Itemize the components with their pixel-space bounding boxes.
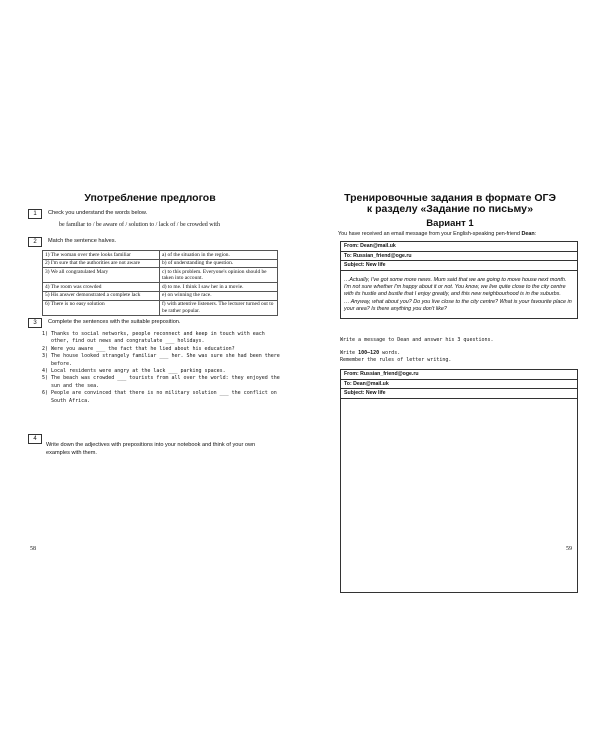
task-1-number: 1	[28, 209, 42, 219]
task-3-number: 3	[28, 318, 42, 328]
email-body	[341, 271, 577, 318]
table-row	[43, 283, 278, 292]
page-number: 59	[566, 546, 572, 552]
table-row	[43, 300, 278, 315]
variant-heading: Вариант 1	[426, 218, 474, 229]
sentence-end: b) of understanding the question.	[160, 259, 278, 268]
intro-text: You have received an email message from your English-speaking pen-friend	[338, 231, 522, 237]
email-to: To: Russian_friend@oge.ru	[341, 252, 577, 262]
sentence-start: 1) The woman over there looks familiar	[43, 251, 160, 260]
list-item: 3) The house looked strangely familiar ___ her. She was sure she had been there before.	[42, 353, 280, 367]
sentence-end: f) with attentive listeners. The lecturer turned out to be rather popular.	[160, 300, 278, 315]
table-row	[43, 268, 278, 283]
email-intro	[338, 231, 578, 238]
reply-from: From: Russian_friend@oge.ru	[341, 370, 577, 380]
intro-name: Dean	[521, 231, 535, 237]
task-4-number: 4	[28, 434, 42, 444]
right-page-title-line-1: Тренировочные задания в формате ОГЭ	[344, 192, 556, 204]
writing-task-line-3: Remember the rules of letter writing.	[340, 357, 452, 363]
sentence-start: 6) There is no easy solution	[43, 300, 160, 315]
received-email	[340, 241, 578, 319]
list-item: 4) Local residents were angry at the lack ___ parking spaces.	[42, 368, 226, 375]
task-4-instruction: Write down the adjectives with prepositions into your notebook and think of your own examples with them.	[46, 442, 256, 456]
sentence-start: 3) We all congratulated Mary	[43, 268, 160, 283]
sentence-end: c) to this problem. Everyone's opinion should be taken into account.	[160, 268, 278, 283]
right-page-title-line-2: к разделу «Задание по письму»	[366, 203, 534, 215]
word-count-suffix: words.	[379, 350, 401, 356]
writing-task-line-1: Write a message to Dean and answer his 3 questions.	[340, 337, 494, 343]
email-body-paragraph: … Anyway, what about you? Do you live close to the city centre? What is your favourite place in your area? Is there anything you don't like?	[344, 298, 572, 313]
list-item: 1) Thanks to social networks, people reconnect and keep in touch with each other, find out news and congratulate ___ holidays.	[42, 331, 265, 345]
sentence-end: e) on winning the race.	[160, 291, 278, 300]
sentence-start: 4) The room was crowded	[43, 283, 160, 292]
word-count-prefix: Write	[340, 350, 359, 356]
list-item: 2) Were you aware ___ the fact that he lied about his education?	[42, 345, 235, 352]
sentence-end: a) of the situation in the region.	[160, 251, 278, 260]
task-1-words: be familiar to / be aware of / solution to / lack of / be crowded with	[59, 222, 220, 228]
reply-body-area[interactable]	[341, 399, 577, 592]
sentence-list	[42, 331, 280, 405]
email-subject: Subject: New life	[341, 261, 577, 271]
intro-colon: :	[534, 231, 537, 237]
reply-to: To: Dean@mail.uk	[341, 380, 577, 390]
left-page-title: Употребление предлогов	[84, 192, 216, 204]
table-row	[43, 291, 278, 300]
sentence-start: 2) I'm sure that the authorities are not aware	[43, 259, 160, 268]
task-1-instruction: Check you understand the words below.	[48, 210, 148, 216]
table-row	[43, 251, 278, 260]
list-item: 6) People are convinced that there is no military solution ___ the conflict on South Africa.	[42, 390, 277, 404]
matching-table	[42, 250, 278, 316]
page-number: 58	[30, 546, 36, 552]
right-page	[300, 0, 600, 750]
word-count: 100–120	[358, 350, 380, 356]
reply-subject: Subject: New life	[341, 389, 577, 399]
task-3-instruction: Complete the sentences with the suitable preposition.	[48, 319, 181, 325]
list-item: 5) The beach was crowded ___ tourists from all over the world: they enjoyed the sun and the sea.	[42, 375, 280, 389]
email-from: From: Dean@mail.uk	[341, 242, 577, 252]
task-2-number: 2	[28, 237, 42, 247]
task-2-instruction: Match the sentence halves.	[48, 238, 117, 244]
table-row	[43, 259, 278, 268]
reply-email	[340, 369, 578, 593]
sentence-end: d) to me. I think I saw her in a movie.	[160, 283, 278, 292]
sentence-start: 5) His answer demonstrated a complete lack	[43, 291, 160, 300]
email-body-paragraph: …Actually, I've got some more news. Mum said that we are going to move house next month. I'm not sure whether I'm happy about it or not. You know, we live quite close to the city centre with its hustle and bustle that I enjoy greatly, and this new neighbourhood is in the suburbs.	[344, 276, 567, 298]
